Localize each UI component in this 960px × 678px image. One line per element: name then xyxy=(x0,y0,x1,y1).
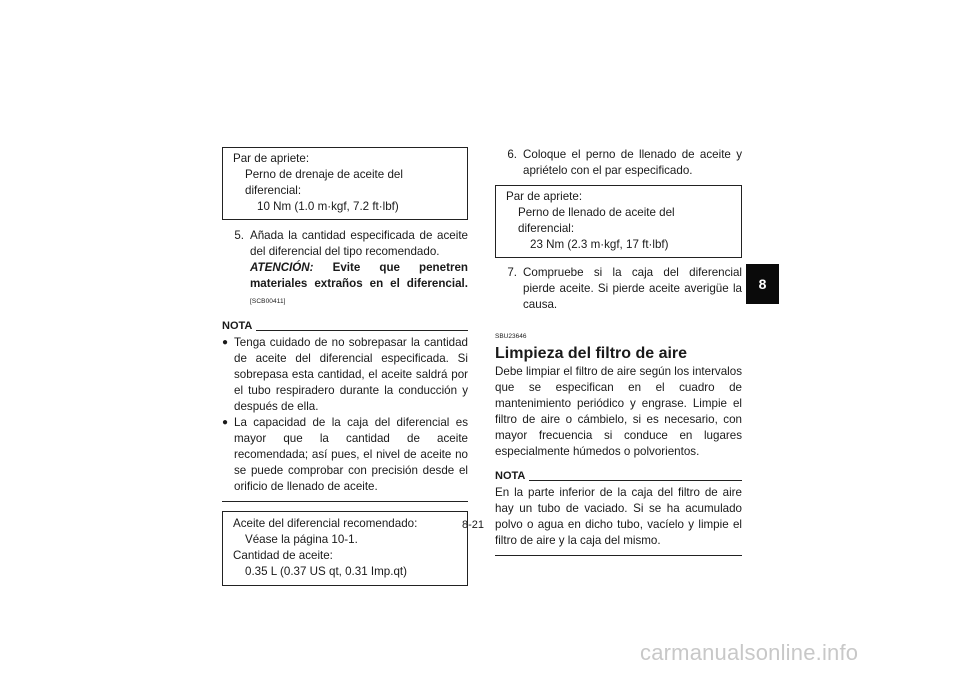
nota-label: NOTA xyxy=(495,470,526,482)
oil-box-line: Véase la página 10-1. xyxy=(245,533,358,546)
watermark: carmanualsonline.info xyxy=(640,640,859,665)
step-5 xyxy=(222,228,468,310)
nota-heading xyxy=(222,318,468,334)
step-6-text: Coloque el perno de llenado de aceite y apriételo con el par especificado. xyxy=(523,148,742,177)
nota-end-rule xyxy=(222,501,468,502)
step-7 xyxy=(495,265,742,313)
nota-rule xyxy=(529,480,742,481)
torque-box-title: Par de apriete: xyxy=(233,152,310,165)
nota-end-rule xyxy=(495,555,742,556)
step-5-text: Añada la cantidad especificada de aceite del diferencial del tipo recomendado. xyxy=(250,229,468,258)
nota-label: NOTA xyxy=(222,320,253,332)
step-number: 5. xyxy=(234,229,244,242)
page-number: 8-21 xyxy=(462,519,485,531)
section-title: Limpieza del filtro de aire xyxy=(495,345,688,362)
section-body: Debe limpiar el filtro de aire según los intervalos que se especifican en el cuadro de mantenimiento periódico y engrase. Limpie el filtro de aire o cámbielo, si es necesario, con mayor frecuencia si conduce en lugares especialmente húmedos o polvorientos. xyxy=(495,365,742,458)
oil-box-line: 0.35 L (0.37 US qt, 0.31 Imp.qt) xyxy=(245,565,407,578)
bullet-dot-icon: ● xyxy=(222,337,229,348)
oil-box-line: Cantidad de aceite: xyxy=(233,549,333,562)
torque-box-item: Perno de drenaje de aceite del diferencial: xyxy=(245,168,403,197)
nota-rule xyxy=(256,330,468,331)
step-6 xyxy=(495,147,742,179)
step-number: 6. xyxy=(507,148,517,161)
bullet-dot-icon: ● xyxy=(222,417,229,428)
torque-box-value: 23 Nm (2.3 m·kgf, 17 ft·lbf) xyxy=(530,238,669,251)
oil-spec-box xyxy=(222,511,468,586)
torque-box-title: Par de apriete: xyxy=(506,190,583,203)
caution-text: Evite que penetren materiales extraños en el diferencial. xyxy=(250,261,468,290)
torque-box-value: 10 Nm (1.0 m·kgf, 7.2 ft·lbf) xyxy=(257,200,399,213)
nota-bullet-text: La capacidad de la caja del diferencial es mayor que la cantidad de aceite recomendada; así pues, el nivel de aceite no se puede comprobar con precisión desde el orificio de llenado de aceite. xyxy=(234,416,468,493)
right-column xyxy=(495,147,742,556)
step-number: 7. xyxy=(507,266,517,279)
step-7-text: Compruebe si la caja del diferencial pierde aceite. Si pierde aceite averigüe la causa. xyxy=(523,266,742,311)
caution-code: [SCB00411] xyxy=(250,298,286,305)
nota-heading xyxy=(495,468,742,484)
nota-bullet xyxy=(222,335,468,415)
caution-label: ATENCIÓN: xyxy=(250,261,314,274)
nota-text: En la parte inferior de la caja del filtro de aire hay un tubo de vaciado. Si se ha acumulado polvo o agua en dicho tubo, vacíelo y limpie el filtro de aire y la caja del mismo. xyxy=(495,486,742,547)
nota-bullet-text: Tenga cuidado de no sobrepasar la cantidad de aceite del diferencial especificada. Si sobrepasa esta cantidad, el aceite saldrá por el tubo respiradero durante la conducción y después de ella. xyxy=(234,336,468,413)
left-column xyxy=(222,147,468,586)
chapter-tab: 8 xyxy=(746,264,779,304)
torque-box-item: Perno de llenado de aceite del diferencial: xyxy=(518,206,675,235)
oil-box-line: Aceite del diferencial recomendado: xyxy=(233,517,418,530)
torque-spec-box-fill xyxy=(495,185,742,258)
nota-bullet xyxy=(222,415,468,495)
torque-spec-box-drain xyxy=(222,147,468,220)
step-text xyxy=(250,228,468,310)
section-code: SBU23646 xyxy=(495,333,527,340)
